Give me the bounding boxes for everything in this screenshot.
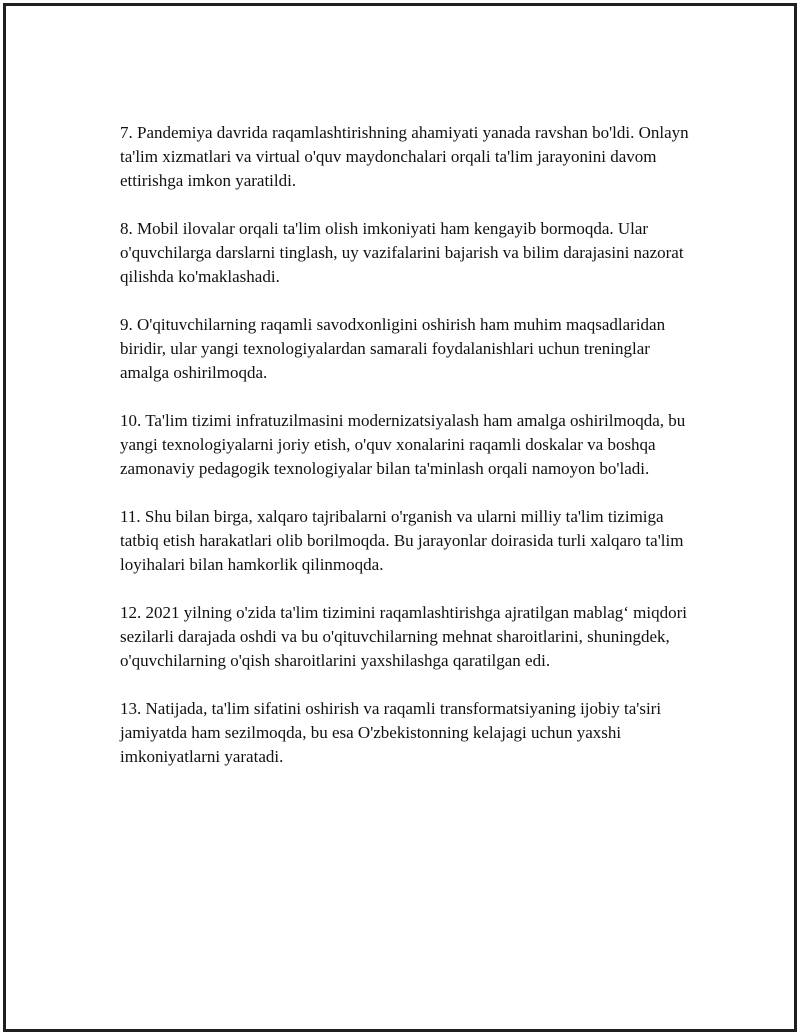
paragraph-13: 13. Natijada, ta'lim sifatini oshirish va raqamli transformatsiyaning ijobiy ta'siri jamiyatda ham sezilmoqda, bu esa O'zbekistonning kelajagi uchun yaxshi imkoniyatlarni yaratadi. bbox=[120, 699, 662, 766]
paragraph-9: 9. O'qituvchilarning raqamli savodxonligini oshirish ham muhim maqsadlaridan biridir, ular yangi texnologiyalardan samarali foydalanishlari uchun treninglar amalga oshirilmoqda. bbox=[120, 315, 666, 382]
paragraph-7: 7. Pandemiya davrida raqamlashtirishning ahamiyati yanada ravshan bo'ldi. Onlayn ta'lim xizmatlari va virtual o'quv maydonchalari orqali ta'lim jarayonini davom ettirishga imkon yaratildi. bbox=[120, 123, 689, 190]
document-body bbox=[120, 121, 700, 793]
document-page bbox=[3, 3, 797, 1032]
paragraph-11: 11. Shu bilan birga, xalqaro tajribalarni o'rganish va ularni milliy ta'lim tizimiga tatbiq etish harakatlari olib borilmoqda. Bu jarayonlar doirasida turli xalqaro ta'lim loyihalari bilan hamkorlik qilinmoqda. bbox=[120, 507, 684, 574]
paragraph-12: 12. 2021 yilning o'zida ta'lim tizimini raqamlashtirishga ajratilgan mablag‘ miqdori sezilarli darajada oshdi va bu o'qituvchilarning mehnat sharoitlarini, shuningdek, o'quvchilarning o'qish sharoitlarini yaxshilashga qaratilgan edi. bbox=[120, 603, 688, 670]
paragraph-10: 10. Ta'lim tizimi infratuzilmasini modernizatsiyalash ham amalga oshirilmoqda, bu yangi texnologiyalarni joriy etish, o'quv xonalarini raqamli doskalar va boshqa zamonaviy pedagogik texnologiyalar bilan ta'minlash orqali namoyon bo'ladi. bbox=[120, 411, 686, 478]
paragraph-8: 8. Mobil ilovalar orqali ta'lim olish imkoniyati ham kengayib bormoqda. Ular o'quvchilarga darslarni tinglash, uy vazifalarini bajarish va bilim darajasini nazorat qilishda ko'maklashadi. bbox=[120, 219, 684, 286]
